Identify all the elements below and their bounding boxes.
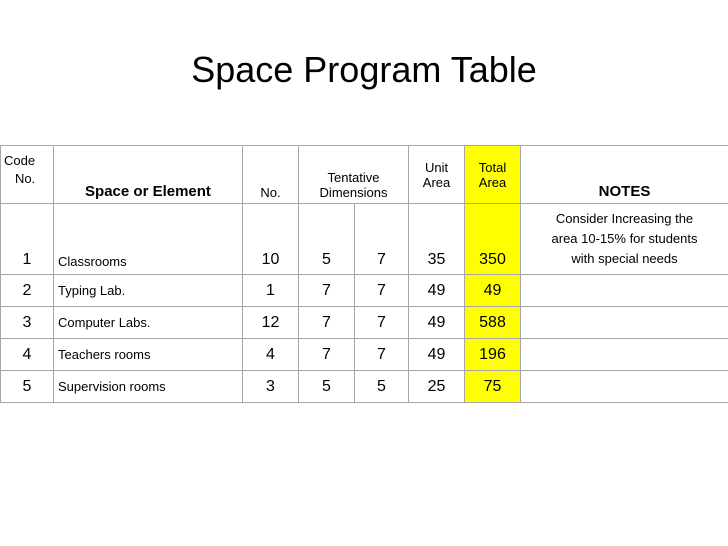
header-dimensions-line2: Dimensions xyxy=(319,185,388,200)
cell-dim2: 5 xyxy=(355,371,409,403)
cell-dim2: 7 xyxy=(355,307,409,339)
cell-notes xyxy=(521,307,728,339)
cell-dim1: 7 xyxy=(299,339,355,371)
note-line: area 10-15% for students xyxy=(551,231,698,246)
cell-no: 12 xyxy=(243,307,299,339)
cell-element: Teachers rooms xyxy=(54,339,243,371)
table-row xyxy=(1,339,728,371)
cell-unit-area: 35 xyxy=(409,204,465,275)
header-code-line2: No. xyxy=(15,171,36,186)
cell-element: Computer Labs. xyxy=(54,307,243,339)
cell-unit-area: 25 xyxy=(409,371,465,403)
header-code xyxy=(1,146,54,204)
note-line: with special needs xyxy=(571,251,678,266)
header-dimensions xyxy=(299,146,409,204)
header-code-line1: Code xyxy=(4,153,36,168)
cell-notes xyxy=(521,371,728,403)
cell-total-area: 588 xyxy=(465,307,521,339)
cell-dim1: 7 xyxy=(299,275,355,307)
cell-total-area: 49 xyxy=(465,275,521,307)
cell-notes xyxy=(521,204,728,275)
table-row xyxy=(1,204,728,275)
cell-code: 5 xyxy=(1,371,54,403)
space-program-table xyxy=(0,145,728,403)
page-title: Space Program Table xyxy=(191,49,537,90)
cell-total-area: 350 xyxy=(465,204,521,275)
header-unit-line1: Unit xyxy=(424,159,449,175)
cell-unit-area: 49 xyxy=(409,307,465,339)
cell-element: Typing Lab. xyxy=(54,275,243,307)
table-row xyxy=(1,307,728,339)
header-unit-area xyxy=(409,146,465,204)
table-row xyxy=(1,371,728,403)
cell-code: 1 xyxy=(1,204,54,275)
cell-total-area: 196 xyxy=(465,339,521,371)
header-row xyxy=(1,146,728,204)
header-no: No. xyxy=(243,146,299,204)
cell-dim2: 7 xyxy=(355,204,409,275)
header-total-line1: Total xyxy=(478,159,507,175)
cell-code: 2 xyxy=(1,275,54,307)
note-line: Consider Increasing the xyxy=(555,211,694,226)
cell-no: 3 xyxy=(243,371,299,403)
cell-code: 4 xyxy=(1,339,54,371)
cell-dim1: 7 xyxy=(299,307,355,339)
cell-unit-area: 49 xyxy=(409,339,465,371)
cell-dim1: 5 xyxy=(299,204,355,275)
header-notes: NOTES xyxy=(521,146,728,204)
header-unit-line2: Area xyxy=(422,174,451,190)
cell-no: 10 xyxy=(243,204,299,275)
header-dimensions-line1: Tentative xyxy=(327,170,380,185)
cell-notes xyxy=(521,275,728,307)
cell-dim2: 7 xyxy=(355,339,409,371)
cell-notes xyxy=(521,339,728,371)
cell-element: Supervision rooms xyxy=(54,371,243,403)
header-element: Space or Element xyxy=(54,146,243,204)
cell-no: 4 xyxy=(243,339,299,371)
cell-total-area: 75 xyxy=(465,371,521,403)
cell-element: Classrooms xyxy=(54,204,243,275)
cell-unit-area: 49 xyxy=(409,275,465,307)
cell-no: 1 xyxy=(243,275,299,307)
cell-code: 3 xyxy=(1,307,54,339)
cell-dim1: 5 xyxy=(299,371,355,403)
header-total-line2: Area xyxy=(478,174,507,190)
header-total-area xyxy=(465,146,521,204)
table-row xyxy=(1,275,728,307)
cell-dim2: 7 xyxy=(355,275,409,307)
